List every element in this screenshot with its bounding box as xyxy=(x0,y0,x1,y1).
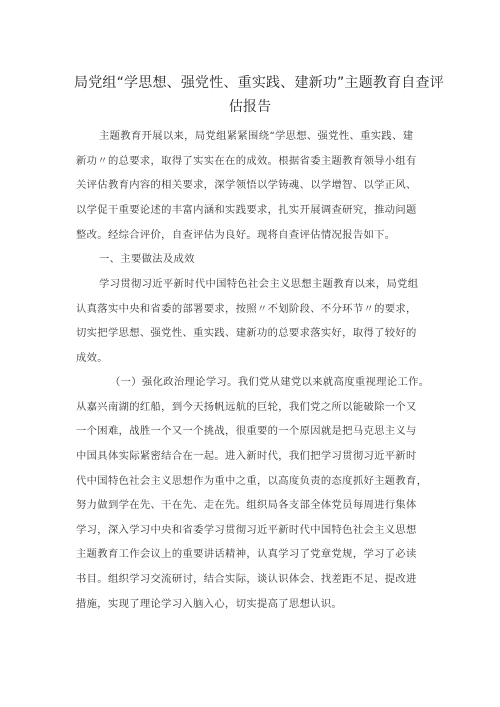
section1-line: 学习贯彻习近平新时代中国特色社会主义思想主题教育以来，局党组 xyxy=(99,278,419,290)
subsection-line: 措施，实现了理论学习入脑入心，切实提高了思想认识。 xyxy=(76,598,343,610)
section1-line: 切实把学思想、强党性、重实践、建新功的总要求落实好，取得了较好的 xyxy=(76,327,417,339)
section1-line: 成效。 xyxy=(76,352,108,364)
section1-line: 认真落实中央和省委的部署要求，按照〃不划阶段、不分环节〃的要求， xyxy=(76,303,417,315)
subsection-line: 书目。组织学习交流研讨，结合实际，谈认识体会、找差距不足、提改进 xyxy=(76,573,417,585)
subsection-line: 努力做到学在先、干在先、走在先。组织局各支部全体党员每周进行集体 xyxy=(76,499,417,511)
intro-line: 新功〃的总要求，取得了实实在在的成效。根据省委主题教育领导小组有 xyxy=(76,155,417,167)
intro-line: 以学促干重要论述的丰富内涵和实践要求，扎实开展调查研究，推动问题 xyxy=(76,204,417,216)
subsection-line: 学习，深入学习中央和省委学习贯彻习近平新时代中国特色社会主义思想 xyxy=(76,524,417,536)
document-title-line-2: 估报告 xyxy=(228,99,272,115)
subsection-line: 从嘉兴南湖的红船，到今天扬帆远航的巨轮，我们党之所以能破除一个又 xyxy=(76,401,417,413)
subsection-line: （一）强化政治理论学习。我们党从建党以来就高度重视理论工作。 xyxy=(110,376,430,388)
intro-line: 关评估教育内容的相关要求，深学领悟以学铸魂、以学增智、以学正风、 xyxy=(76,179,417,191)
intro-line: 主题教育开展以来，局党组紧紧围绕“学思想、强党性、重实践、建 xyxy=(99,130,414,142)
subsection-line: 中国具体实际紧密结合在一起。进入新时代，我们把学习贯彻习近平新时 xyxy=(76,450,417,462)
section-heading: 一、主要做法及成效 xyxy=(99,253,195,265)
document-title-line-1: 局党组“学思想、强党性、重实践、建新功”主题教育自查评 xyxy=(74,75,444,91)
subsection-line: 代中国特色社会主义思想作为重中之重，以高度负责的态度抓好主题教育， xyxy=(76,475,428,487)
subsection-line: 主题教育工作会议上的重要讲话精神，认真学习了党章党规，学习了必读 xyxy=(76,548,417,560)
subsection-line: 一个困难，战胜一个又一个挑战，很重要的一个原因就是把马克思主义与 xyxy=(76,425,417,437)
intro-line: 整改。经综合评价，自查评估为良好。现将自查评估情况报告如下。 xyxy=(76,229,396,241)
